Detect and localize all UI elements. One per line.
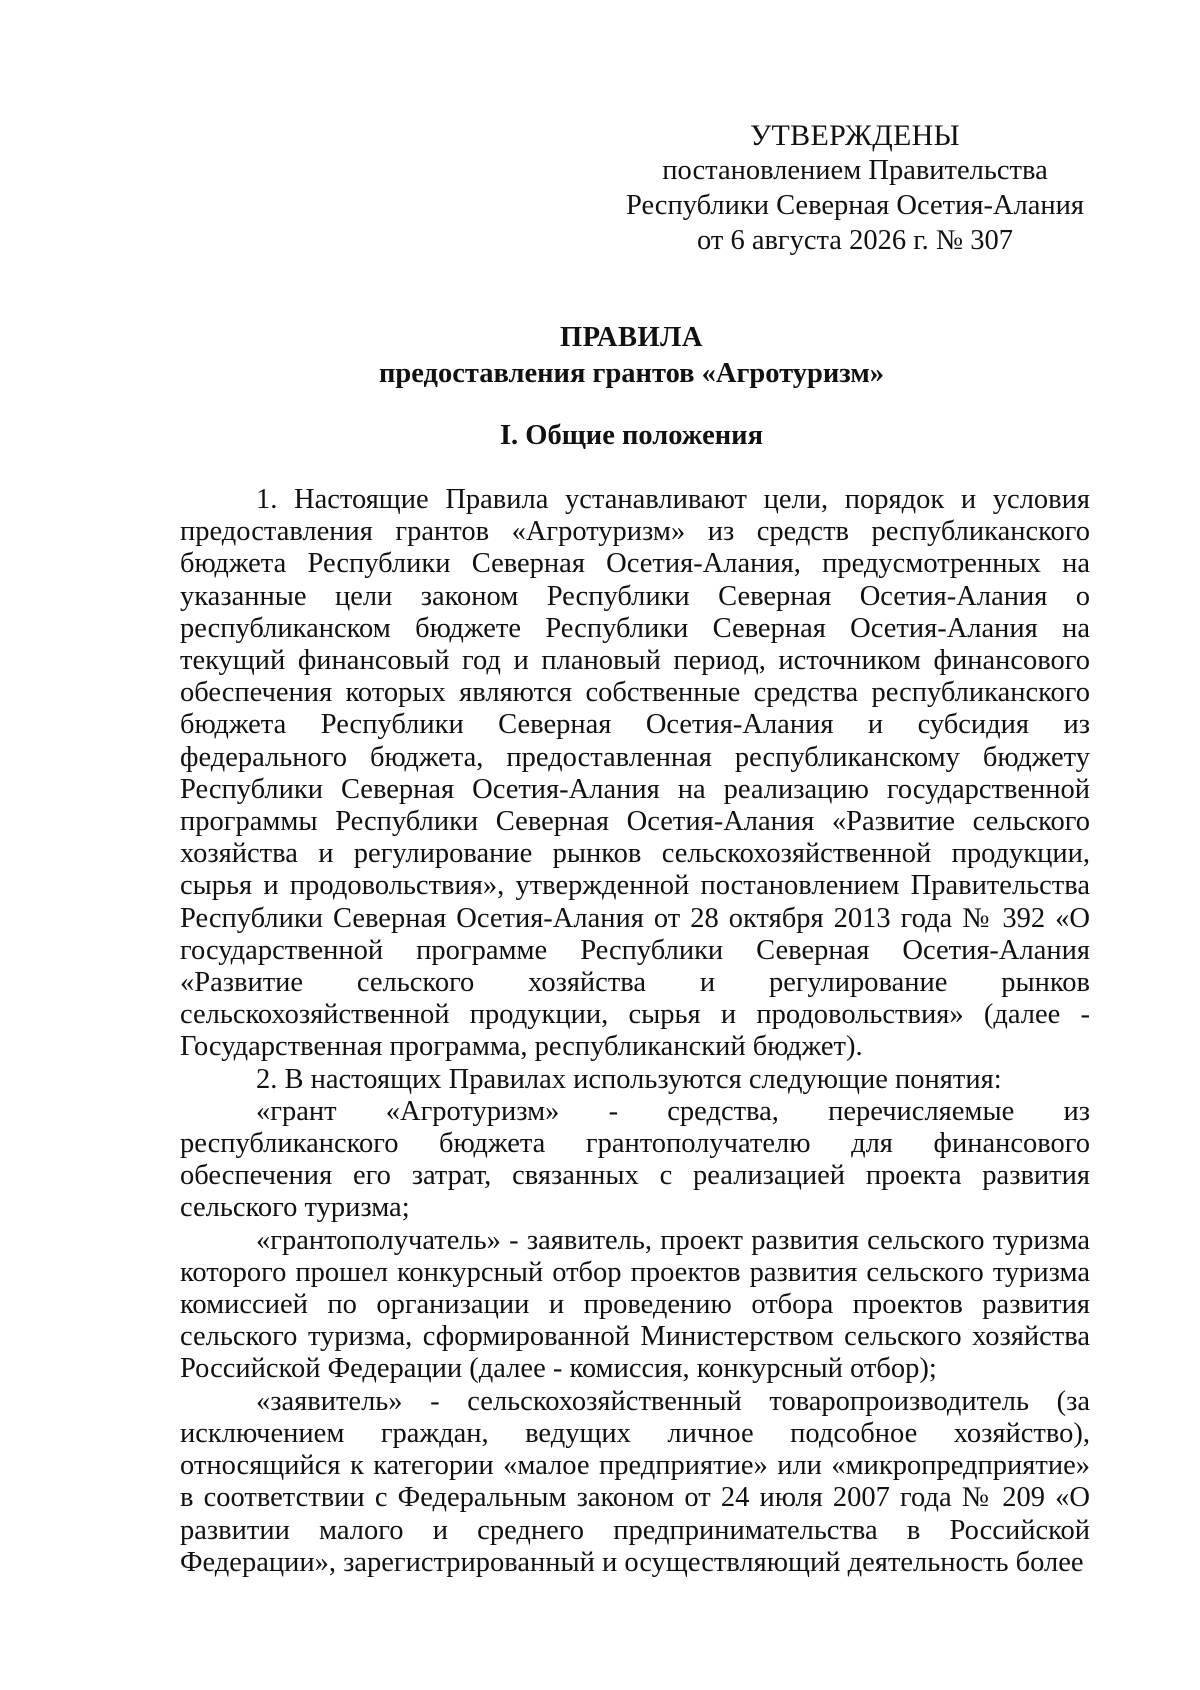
paragraph-1: 1. Настоящие Правила устанавливают цели, порядок и условия предоставления грантов «Агротуризм» из средств республиканского бюджета Республики Северная Осетия-Алания, предусмотренных на указанные цели законом Республики Северная Осетия-Алания о республиканском бюджете Республики Северная Осетия-Алания на текущий финансовый год и плановый период, источником финансового обеспечения которых являются собственные средства республиканского бюджета Республики Северная Осетия-Алания и субсидия из федерального бюджета, предоставленная республиканскому бюджету Республики Северная Осетия-Алания на реализацию государственной программы Республики Северная Осетия-Алания «Развитие сельского хозяйства и регулирование рынков сельскохозяйственной продукции, сырья и продовольствия», утвержденной постановлением Правительства Республики Северная Осетия-Алания от 28 октября 2013 года № 392 «О государственной программе Республики Северная Осетия-Алания «Развитие сельского хозяйства и регулирование рынков сельскохозяйственной продукции, сырья и продовольствия» (далее - Государственная программа, республиканский бюджет). <box>180 484 1090 1063</box>
definition-grantee: «грантополучатель» - заявитель, проект развития сельского туризма которого прошел конкурсный отбор проектов развития сельского туризма комиссией по организации и проведению отбора проектов развития сельского туризма, сформированной Министерством сельского хозяйства Российской Федерации (далее - комиссия, конкурсный отбор); <box>180 1224 1090 1385</box>
document-subtitle: предоставления грантов «Агротуризм» <box>379 358 884 389</box>
approval-title: УТВЕРЖДЕНЫ <box>749 119 961 152</box>
document-title-block <box>150 320 1113 392</box>
definition-grant: «грант «Агротуризм» - средства, перечисляемые из республиканского бюджета грантополучателю для финансового обеспечения его затрат, связанных с реализацией проекта развития сельского туризма; <box>180 1095 1090 1224</box>
document-body <box>180 484 1090 1579</box>
approval-date-number: от 6 августа 2026 г. № 307 <box>696 225 1014 256</box>
document-title: ПРАВИЛА <box>559 322 703 353</box>
approval-government: Республики Северная Осетия-Алания <box>625 190 1085 221</box>
definition-applicant: «заявитель» - сельскохозяйственный товаропроизводитель (за исключением граждан, ведущих личное подсобное хозяйство), относящийся к категории «малое предприятие» или «микропредприятие» в соответствии с Федеральным законом от 24 июля 2007 года № 209 «О развитии малого и среднего предпринимательства в Российской Федерации», зарегистрированный и осуществляющий деятельность более <box>180 1385 1090 1578</box>
paragraph-2: 2. В настоящих Правилах используются следующие понятия: <box>256 1063 1002 1095</box>
approval-issuer: постановлением Правительства <box>662 155 1048 186</box>
approval-stamp <box>620 118 1090 258</box>
section-heading: I. Общие положения <box>499 420 764 451</box>
